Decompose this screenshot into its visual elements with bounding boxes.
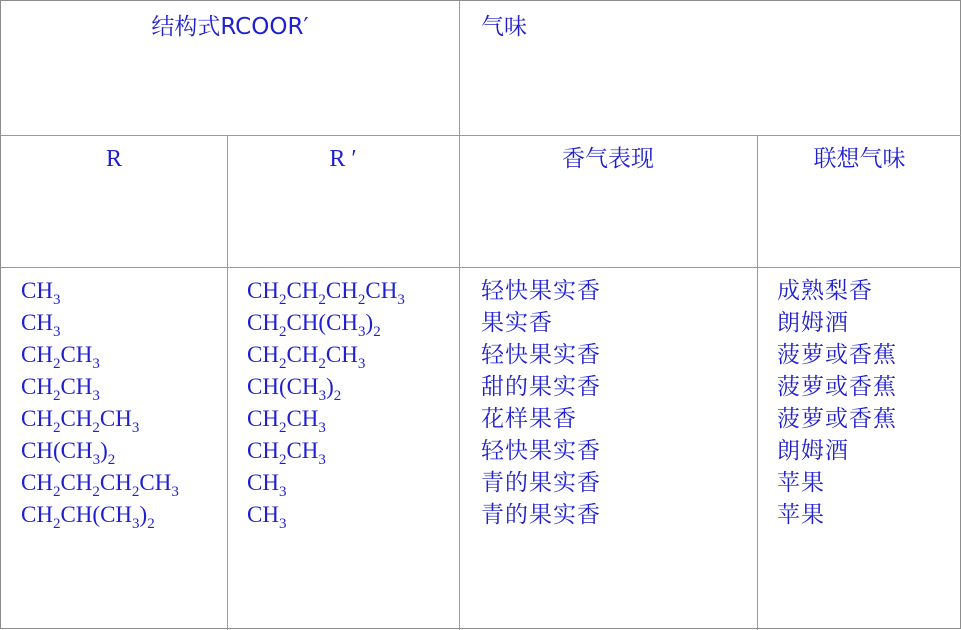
r-header [1, 144, 227, 174]
association-cell: 菠萝或香蕉 [777, 406, 897, 432]
association-cell: 菠萝或香蕉 [777, 342, 897, 368]
r-group-column [21, 275, 179, 531]
r-prime-group-cell: $CH_2CH(CH_3)_2$ [247, 310, 381, 340]
association-cell: 苹果 [777, 470, 825, 496]
r-prime-group-cell: $CH_3$ [247, 502, 287, 532]
r-group-cell: $CH_3$ [21, 278, 61, 308]
aroma-cell: 花样果香 [481, 406, 577, 432]
r-group-cell: $CH(CH_3)_2$ [21, 438, 116, 468]
r-prime-group-cell: $CH_2CH_3$ [247, 438, 326, 468]
aroma-cell: 青的果实香 [481, 502, 601, 528]
association-column [777, 275, 897, 531]
col-divider-assoc [757, 135, 758, 630]
aroma-cell: 青的果实香 [481, 470, 601, 496]
r-group-cell: $CH_2CH_3$ [21, 342, 100, 372]
r-prime-header [227, 144, 459, 174]
aroma-label: 香气表现 [562, 146, 654, 172]
r-group-cell: $CH_2CH_3$ [21, 374, 100, 404]
association-cell: 朗姆酒 [777, 438, 849, 464]
formula-title: 结构式RCOOR′ [151, 14, 309, 40]
association-cell: 菠萝或香蕉 [777, 374, 897, 400]
assoc-label: 联想气味 [813, 146, 906, 172]
assoc-header [757, 144, 961, 174]
col-divider-r [227, 135, 228, 630]
aroma-column [481, 275, 601, 531]
r-prime-group-cell: $CH_2CH_2CH_2CH_3$ [247, 278, 405, 308]
aroma-cell: 轻快果实香 [481, 438, 601, 464]
r-prime-group-column [247, 275, 405, 531]
r-prime-group-cell: $CH(CH_3)_2$ [247, 374, 342, 404]
association-cell: 朗姆酒 [777, 310, 849, 336]
association-cell: 苹果 [777, 502, 825, 528]
aroma-cell: 果实香 [481, 310, 553, 336]
r-group-cell: $CH_2CH_2CH_2CH_3$ [21, 470, 179, 500]
r-prime-group-cell: $CH_3$ [247, 470, 287, 500]
r-prime-group-cell: $CH_2CH_2CH_3$ [247, 342, 366, 372]
r-group-cell: $CH_3$ [21, 310, 61, 340]
row-divider-2 [1, 267, 961, 268]
r-group-cell: $CH_2CH_2CH_3$ [21, 406, 140, 436]
r-prime-group-cell: $CH_2CH_3$ [247, 406, 326, 436]
association-cell: 成熟梨香 [777, 278, 873, 304]
formula-header [1, 12, 459, 42]
r-prime-label: R ′ [329, 146, 357, 172]
odor-header [481, 12, 527, 42]
row-divider-1 [1, 135, 961, 136]
aroma-cell: 甜的果实香 [481, 374, 601, 400]
aroma-cell: 轻快果实香 [481, 342, 601, 368]
odor-title: 气味 [481, 14, 527, 40]
r-label: R [105, 146, 122, 172]
r-group-cell: $CH_2CH(CH_3)_2$ [21, 502, 155, 532]
aroma-header [459, 144, 757, 174]
col-divider-main [459, 1, 460, 630]
aroma-cell: 轻快果实香 [481, 278, 601, 304]
